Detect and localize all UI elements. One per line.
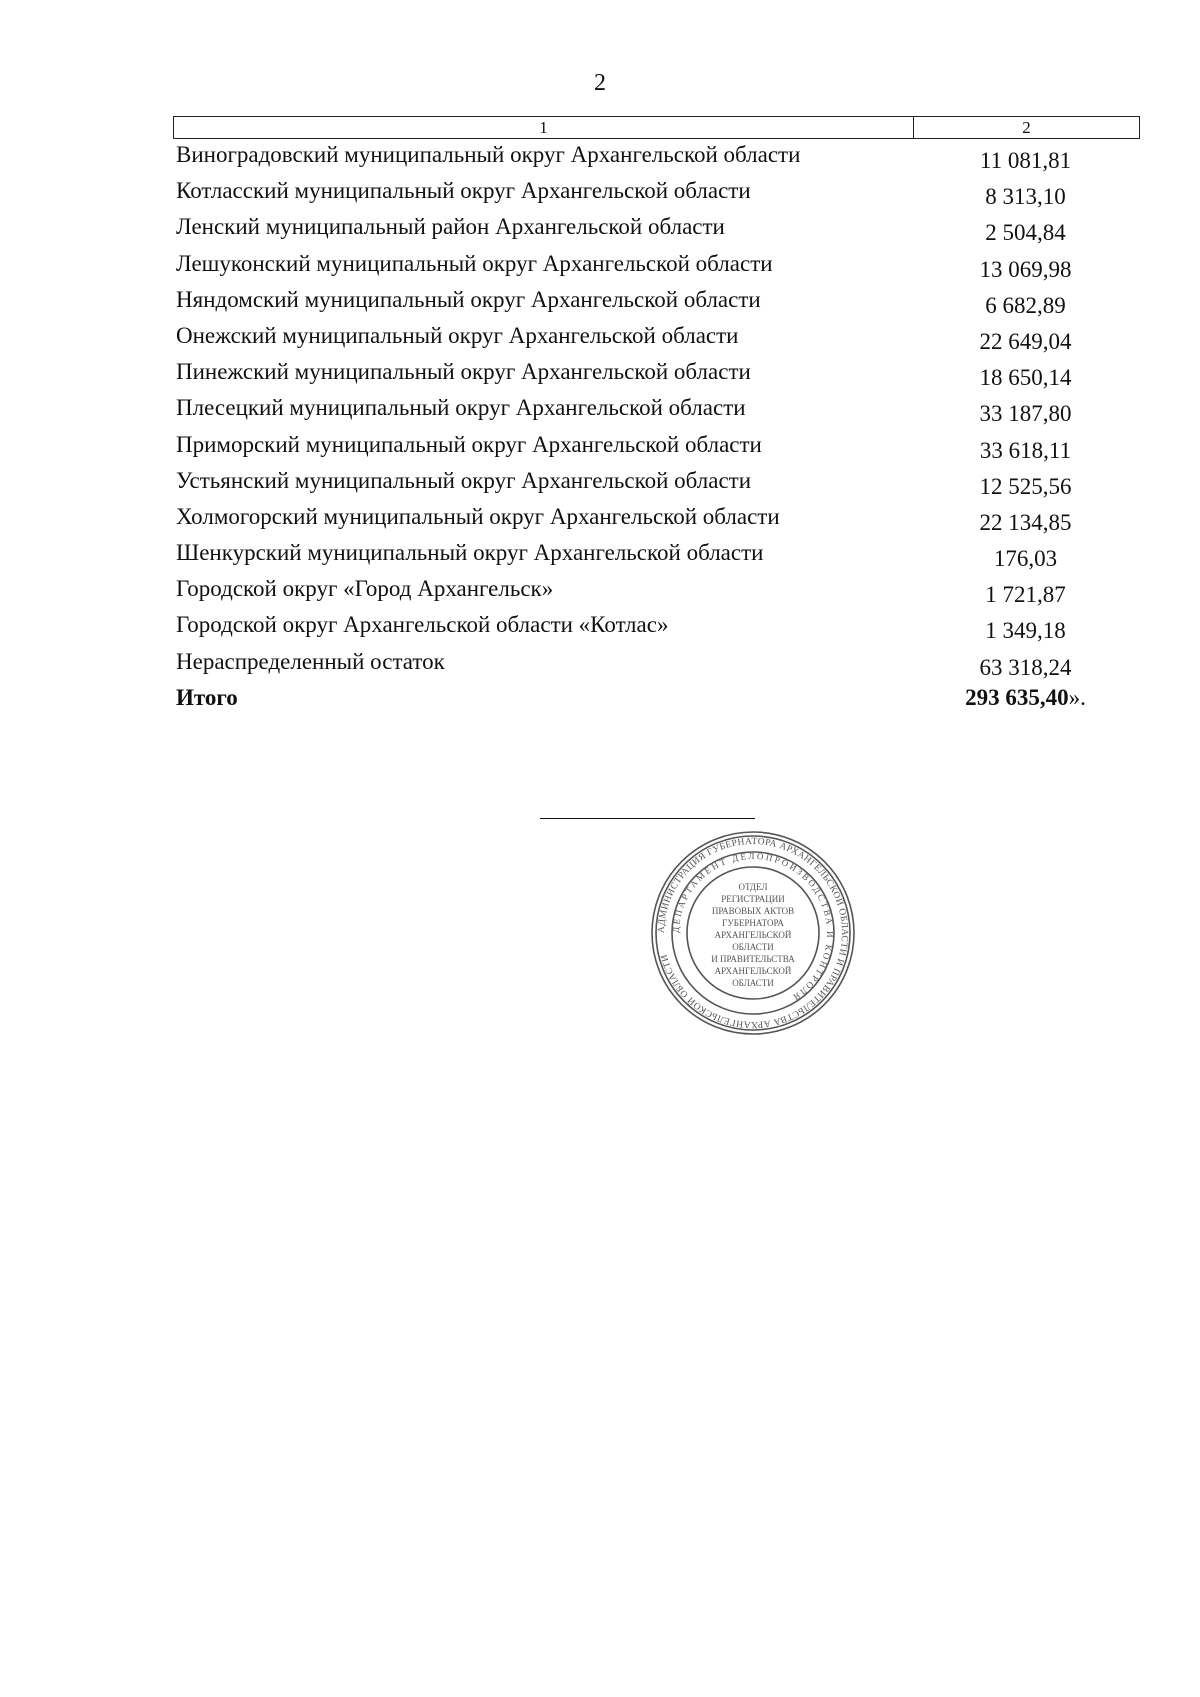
row-name: Няндомский муниципальный округ Архангельской области <box>176 286 761 312</box>
table-row <box>176 357 1136 393</box>
row-value: 33 618,11 <box>979 437 1072 463</box>
row-name: Городской округ «Город Архангельск» <box>176 576 554 602</box>
table-row <box>176 647 1136 683</box>
row-value: 12 525,56 <box>979 473 1072 499</box>
table-row <box>176 321 1136 357</box>
row-name: Приморский муниципальный округ Архангельской области <box>176 431 762 457</box>
row-value: 2 504,84 <box>985 220 1066 246</box>
row-value: 1 349,18 <box>985 618 1066 644</box>
row-value: 1 721,87 <box>985 582 1066 608</box>
stamp-inner-ring-text: ДЕПАРТАМЕНТ ДЕЛОПРОИЗВОДСТВА И КОНТРОЛЯ <box>670 850 836 1004</box>
table-row <box>176 430 1136 466</box>
row-name: Плесецкий муниципальный округ Архангельской области <box>176 395 746 421</box>
table-row <box>176 466 1136 502</box>
table-row <box>176 574 1136 610</box>
row-name: Котласский муниципальный округ Архангельской области <box>176 178 751 204</box>
table-row <box>176 212 1136 248</box>
row-name: Пинежский муниципальный округ Архангельской области <box>176 359 751 385</box>
stamp-center-line: РЕГИСТРАЦИИ <box>721 894 785 904</box>
total-value: 293 635,40 <box>965 684 1069 710</box>
row-name: Шенкурский муниципальный округ Архангельской области <box>176 540 764 566</box>
row-value: 8 313,10 <box>985 184 1066 210</box>
page-number: 2 <box>594 70 606 96</box>
table-column-header <box>173 116 1140 139</box>
row-name: Устьянский муниципальный округ Архангельской области <box>176 467 752 493</box>
row-name: Онежский муниципальный округ Архангельской области <box>176 322 739 348</box>
stamp-lettering <box>657 837 849 1029</box>
table-row <box>176 249 1136 285</box>
row-name: Лешуконский муниципальный округ Архангельской области <box>176 250 773 276</box>
stamp-center-line: ГУБЕРНАТОРА <box>722 918 784 928</box>
table-row <box>176 140 1136 176</box>
row-value: 13 069,98 <box>979 256 1072 282</box>
table-row <box>176 610 1136 646</box>
total-label: Итого <box>176 684 238 710</box>
stamp-center-line: И ПРАВИТЕЛЬСТВА <box>711 954 795 964</box>
row-value: 18 650,14 <box>979 365 1072 391</box>
row-value: 33 187,80 <box>979 401 1072 427</box>
row-value: 176,03 <box>993 546 1058 572</box>
stamp-center-line: ПРАВОВЫХ АКТОВ <box>711 906 795 916</box>
table-row <box>176 285 1136 321</box>
row-value: 22 649,04 <box>979 328 1072 354</box>
row-name: Нераспределенный остаток <box>176 648 445 674</box>
row-value: 6 682,89 <box>985 292 1066 318</box>
column-1-header: 1 <box>174 117 914 138</box>
row-name: Виноградовский муниципальный округ Архангельской области <box>176 142 801 167</box>
stamp-outer-ring-text: АДМИНИСТРАЦИЯ ГУБЕРНАТОРА АРХАНГЕЛЬСКОЙ ОБЛАСТИ И ПРАВИТЕЛЬСТВА АРХАНГЕЛЬСКОЙ ОБЛАСТИ <box>656 836 850 1030</box>
stamp-center-line: АРХАНГЕЛЬСКОЙ <box>714 930 792 940</box>
stamp-center-text <box>711 882 795 988</box>
row-name: Городской округ Архангельской области «Котлас» <box>176 612 669 638</box>
row-value: 11 081,81 <box>979 148 1072 173</box>
stamp-center-line: ОБЛАСТИ <box>732 978 774 988</box>
stamp-center-line: ОТДЕЛ <box>738 882 768 892</box>
distribution-table <box>176 140 1136 719</box>
row-value: 63 318,24 <box>979 654 1072 680</box>
total-value-cell <box>916 685 1135 711</box>
table-row <box>176 502 1136 538</box>
closing-quote: ». <box>1068 684 1086 710</box>
stamp-center-line: ОБЛАСТИ <box>732 942 774 952</box>
row-value: 22 134,85 <box>979 509 1072 535</box>
official-stamp <box>648 828 858 1038</box>
row-name: Холмогорский муниципальный округ Архангельской области <box>176 503 780 529</box>
total-row <box>176 683 1136 719</box>
table-row <box>176 176 1136 212</box>
table-row <box>176 393 1136 429</box>
row-name: Ленский муниципальный район Архангельской области <box>176 214 725 240</box>
table-row <box>176 538 1136 574</box>
stamp-center-line: АРХАНГЕЛЬСКОЙ <box>714 966 792 976</box>
column-2-header: 2 <box>1022 118 1031 137</box>
end-divider-line <box>540 818 755 819</box>
